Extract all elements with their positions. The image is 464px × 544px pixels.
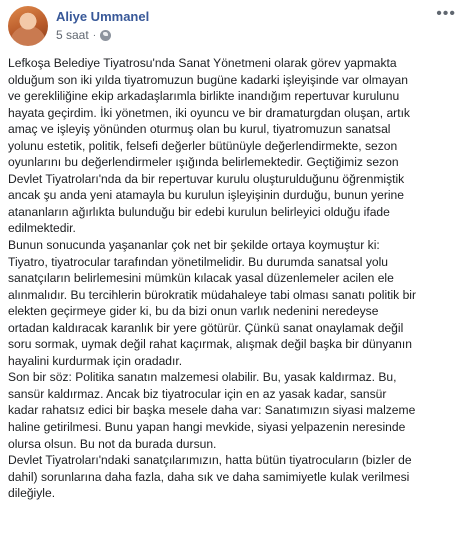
text-line: Lefkoşa Belediye Tiyatrosu'nda Sanat Yönetmeni olarak görev yapmakta (8, 56, 397, 70)
text-line: sanatçıların belirlemesini mümkün kılacak yasal düzenlemeler acilen ele (8, 271, 394, 286)
text-line: oyunlarını bu değerlendirmeler ışığında belirlemektedir. Geçtiğimiz sezon (8, 155, 399, 170)
text-line: amaç ve işleyiş yönünden oturmuş olan bu kurul, tiyatromuzun sanatsal (8, 122, 391, 137)
post-paragraph-2 (8, 237, 454, 369)
post-paragraph-1 (8, 55, 454, 237)
text-line: soru sormak, uymak değil rahat kaçırmak, alışmak değil başka bir dünyanın (8, 337, 412, 352)
post-header (8, 6, 456, 46)
post-paragraph-4 (8, 452, 454, 502)
text-line: Tiyatro, tiyatrocular tarafından yönetilmelidir. Bu durumda sanatsal yolu (8, 254, 389, 269)
text-line: alınmalıdır. Bu tercihlerin bürokratik müdahaleye tabi olması sanatı politik bir (8, 287, 417, 302)
author-name[interactable]: Aliye Ummanel (56, 9, 150, 24)
text-line: dahil) sorunlarına daha fazla, daha sık ve daha samimiyetle kulak verilmesi (8, 469, 410, 484)
text-line: elekten geçirmeye gider ki, bu da bizi onun varlık nedenini neredeyse (8, 304, 379, 319)
avatar[interactable] (8, 6, 48, 46)
text-line: kadar rahatsız edici bir başka mesele daha var: Sanatımızın siyasi malzeme (8, 403, 416, 418)
post-text (8, 55, 454, 502)
more-options-icon[interactable]: ••• (436, 5, 456, 22)
meta-separator: · (92, 29, 97, 41)
text-line: dileğiyle. (8, 486, 56, 501)
text-line: hayalini kurdurmak için oradadır. (8, 353, 183, 368)
text-line: hayata geçirdim. İki yönetmen, iki oyuncu ve bir dramaturgdan oluşan, artık (8, 105, 410, 120)
text-line: olduğum son iki yılda tiyatromuzun bugüne kadarki işleyişinde var olmayan (8, 72, 408, 87)
text-line: Bunun sonucunda yaşananlar çok net bir şekilde ortaya koymuştur ki: (8, 238, 380, 253)
text-line: olursa olsun. Bu not da burada dursun. (8, 436, 217, 451)
text-line: haline getirilmesi. Bunu yapan hangi mevkide, siyasi yelpazenin neresinde (8, 420, 406, 435)
text-line: yolunu estetik, politik, felsefi değerler bütünüyle değerlendirmekte, sezon (8, 138, 398, 153)
post-timestamp[interactable]: 5 saat (56, 28, 89, 42)
text-line: ancak şu anda yeni atamayla bu kurulun işleyişinin durduğu, bunun yerine (8, 188, 404, 203)
text-line: Son bir söz: Politika sanatın malzemesi olabilir. Bu, yasak kaldırmaz. Bu, (8, 370, 397, 385)
post-paragraph-3 (8, 369, 454, 452)
post-meta (56, 28, 111, 42)
text-line: Devlet Tiyatroları'ndaki sanatçılarımızın, hatta bütün tiyatrocuların (bizler de (8, 453, 412, 468)
text-line: sansür kaldırmaz. Ancak biz tiyatrocular için en az yasak kadar, sansür (8, 386, 387, 401)
text-line: atananların ağırlıkta bulunduğu bir edebi kurulun belirleyici olduğu ifade (8, 204, 390, 219)
text-line: Devlet Tiyatroları'nda da bir repertuvar kurulu oluşturulduğunu öğrenmiştik (8, 171, 405, 186)
text-line: edilmektedir. (8, 221, 76, 236)
text-line: ortadan kaldıracak karanlık bir yere götürür. Çünkü sanat onaylamak değil (8, 320, 404, 335)
globe-icon[interactable] (100, 30, 111, 41)
text-line: ve gerekliliğine ekip arkadaşlarımla birlikte inandığım repertuvar kurulunu (8, 89, 400, 104)
